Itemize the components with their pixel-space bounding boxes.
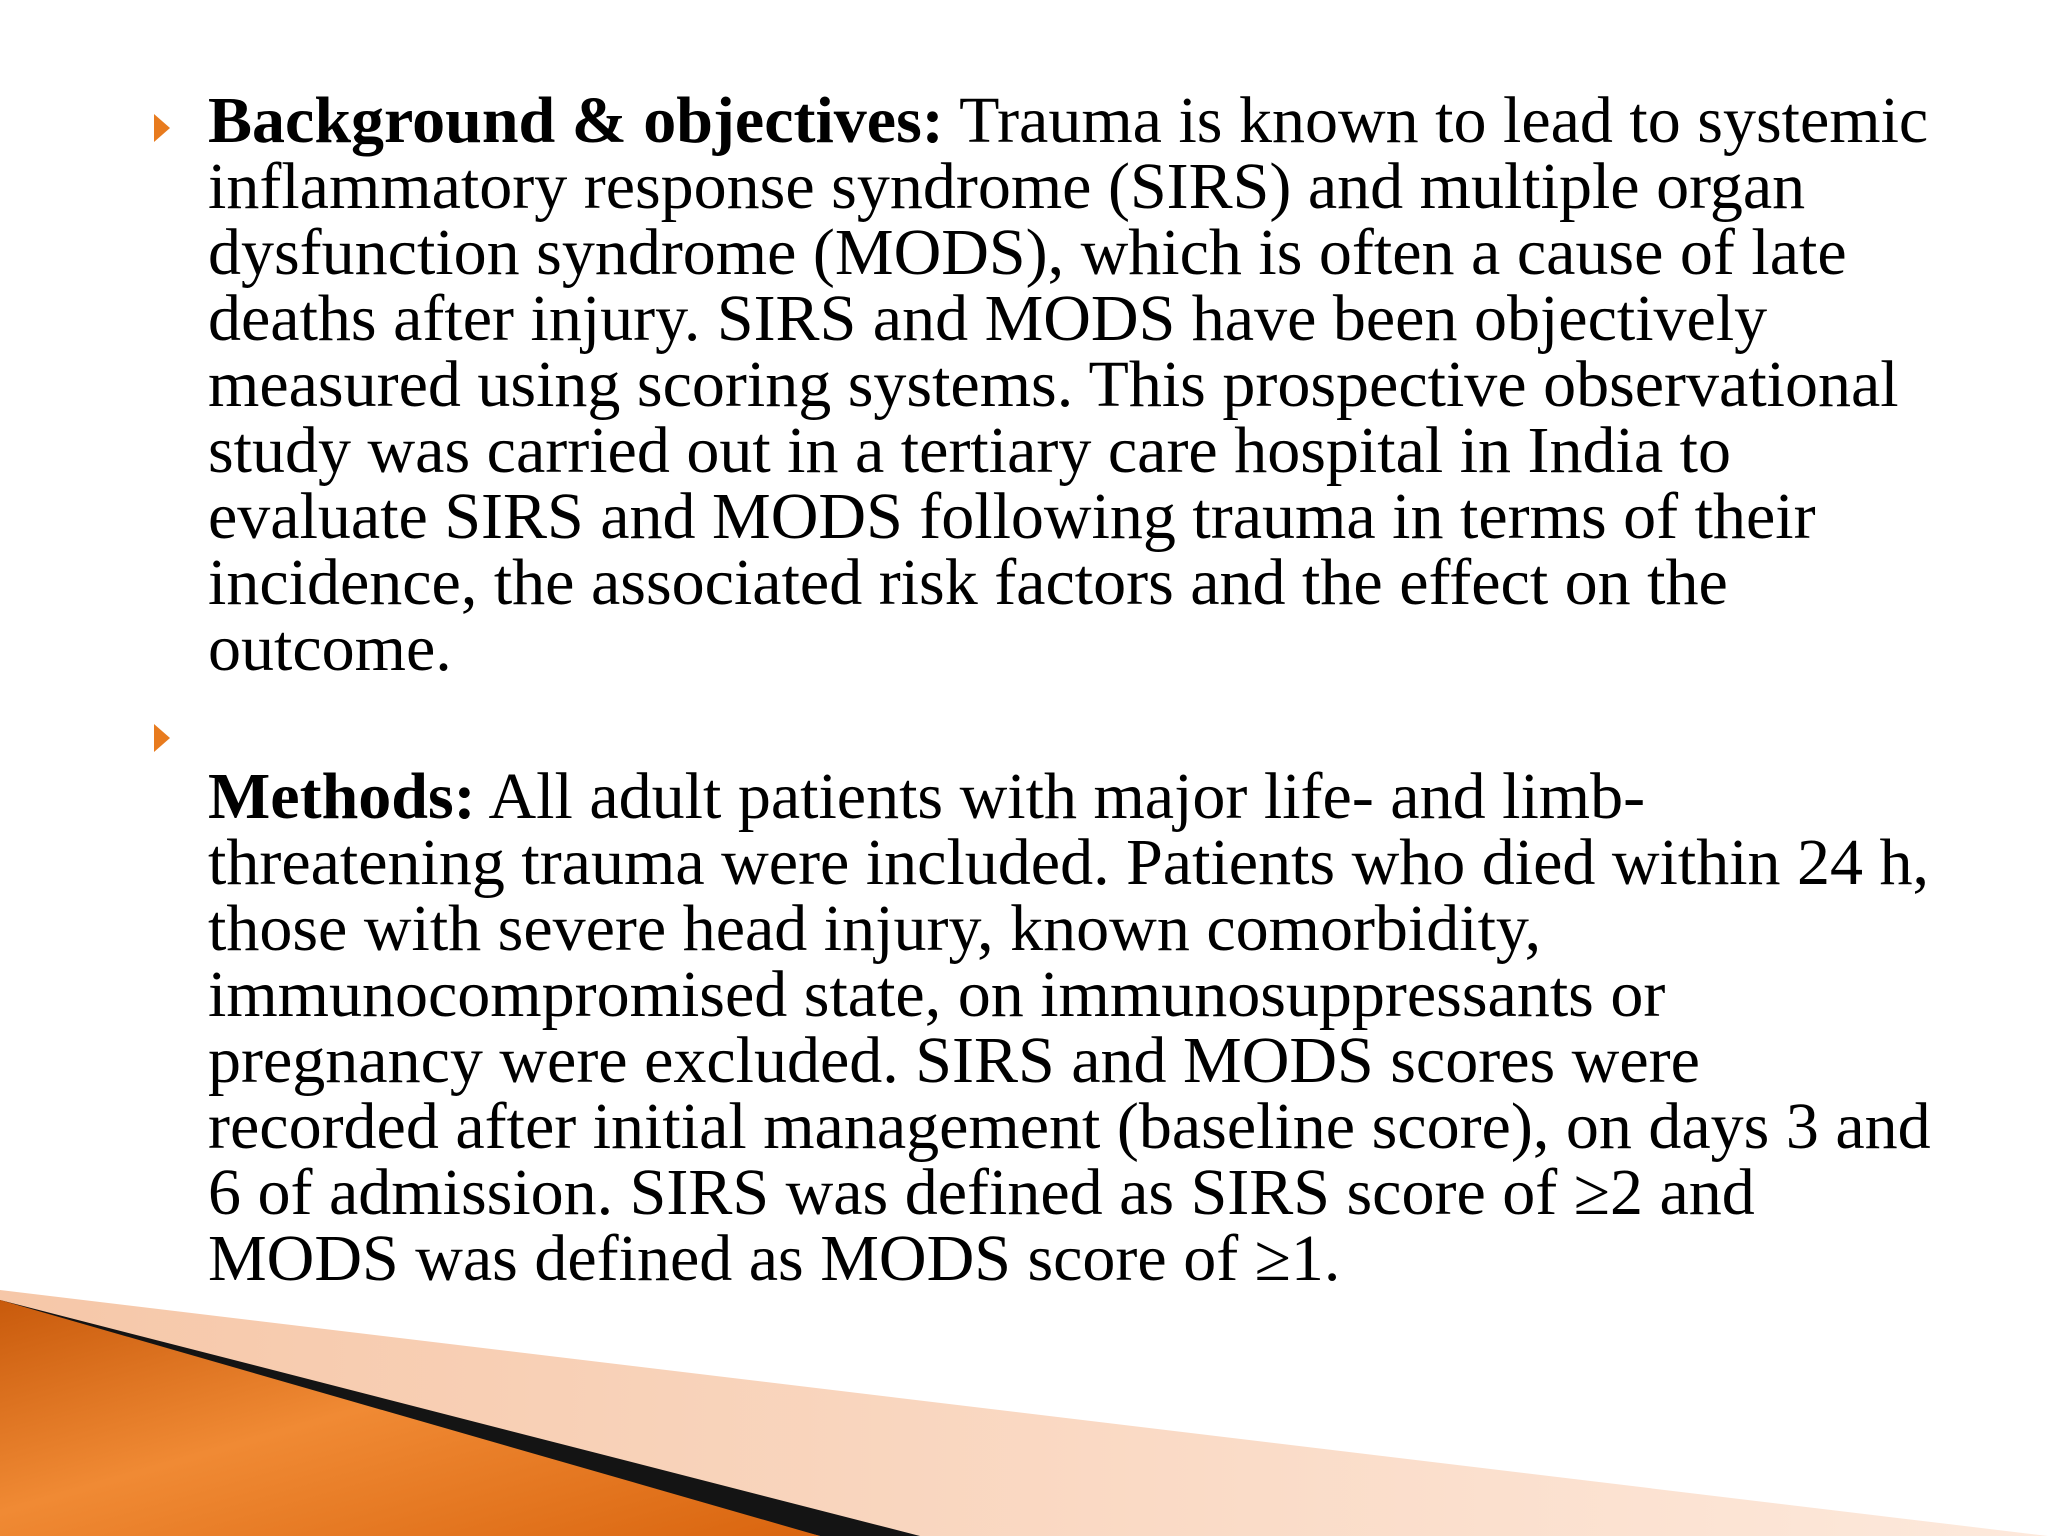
bullet-text — [208, 84, 1940, 685]
bullet-arrow-icon — [154, 724, 170, 752]
bullet-heading: Methods: — [208, 760, 476, 833]
bullet-background — [140, 84, 1940, 685]
bullet-text — [208, 760, 1940, 1295]
bullet-methods — [140, 698, 1940, 1295]
bullet-body: Trauma is known to lead to systemic inflammatory response syndrome (SIRS) and multiple organ dysfunction syndrome (MODS), which is often a cause of late deaths after injury. SIRS and MODS have been objectively measured using scoring systems. This prospective observational study was carried out in a tertiary care hospital in India to evaluate SIRS and MODS following trauma in terms of their incidence, the associated risk factors and the effect on the outcome. — [208, 84, 1929, 685]
slide-content — [140, 84, 1940, 1295]
bullet-arrow-icon — [154, 114, 170, 142]
bullet-heading: Background & objectives: — [208, 84, 944, 157]
bullet-body: All adult patients with major life- and limb-threatening trauma were included. Patients who died within 24 h, those with severe head injury, known comorbidity, immunocompromised state, on immunosuppressants or pregnancy were excluded. SIRS and MODS scores were recorded after initial management (baseline score), on days 3 and 6 of admission. SIRS was defined as SIRS score of ≥2 and MODS was defined as MODS score of ≥1. — [208, 760, 1931, 1295]
blank-line — [208, 698, 1940, 764]
